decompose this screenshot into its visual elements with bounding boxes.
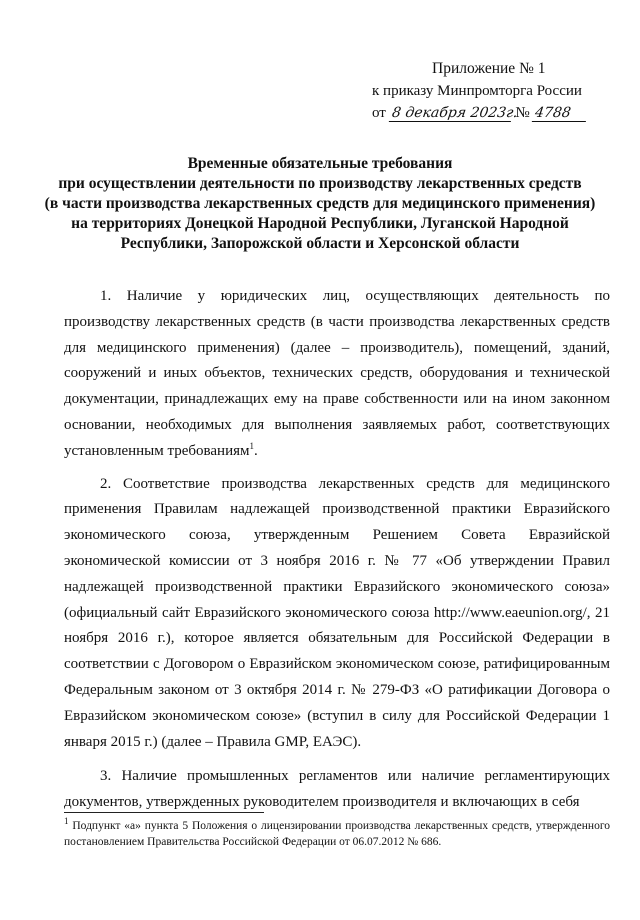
from-label: от — [372, 105, 386, 121]
title-line: Республики, Запорожской области и Херсонской области — [120, 235, 520, 252]
footnote — [64, 818, 610, 850]
paragraph-2: 2. Соответствие производства лекарственных средств для медицинского применения Правилам надлежащей производственной практики Евразийского экономического союза, утвержденным Решением Совета Евразийской экономической комиссии от 3 ноября 2016 г. № 77 «Об утверждении Правил надлежащей производственной практики Евразийского экономического союза» (официальный сайт Евразийского экономического союза http://www.eaeunion.org/, 21 ноября 2016 г.), которое является обязательным для Российской Федерации в соответствии с Договором о Евразийском экономическом союзе, ратифицированным Федеральным законом от 3 октября 2014 г. № 279-ФЗ «О ратификации Договора о Евразийском экономическом союзе» (вступил в силу для Российской Федерации 1 января 2015 г.) (далее – Правила GMP, ЕАЭС). — [64, 475, 610, 750]
paragraph-1-text: 1. Наличие у юридических лиц, осуществляющих деятельность по производству лекарственных средств (в части производства лекарственных средств для медицинского применения) (далее – производитель), помещений, зданий, сооружений и иных объектов, технических средств, оборудования и технической документации, принадлежащих ему на праве собственности или на ином законном основании, необходимых для выполнения заявляемых работ, соответствующих установленным требованиям — [64, 288, 610, 459]
title-line: при осуществлении деятельности по производству лекарственных средств — [58, 175, 582, 192]
footnote-reference: 1 — [249, 440, 255, 451]
appendix-title: Приложение № 1 — [432, 60, 546, 77]
number-label: № — [515, 105, 530, 121]
footnote-divider — [64, 812, 264, 813]
title-line: Временные обязательные требования — [187, 155, 453, 172]
footnote-mark: 1 — [64, 816, 69, 827]
title-line: на территориях Донецкой Народной Республики, Луганской Народной — [71, 215, 569, 232]
footnote-text: Подпункт «а» пункта 5 Положения о лицензировании производства лекарственных средств, утвержденного постановлением Правительства Российской Федерации от 06.07.2012 № 686. — [64, 820, 610, 848]
paragraph-3: 3. Наличие промышленных регламентов или наличие регламентирующих документов, утвержденных руководителем производителя и включающих в себя — [64, 768, 610, 811]
document-title — [40, 154, 600, 254]
appendix-order-line: к приказу Минпромторга России — [372, 83, 582, 99]
appendix-date-line — [372, 102, 622, 124]
appendix-header — [372, 58, 622, 124]
document-body — [64, 284, 610, 816]
title-line: (в части производства лекарственных средств для медицинского применения) — [44, 195, 596, 212]
paragraph-1: 1. Наличие у юридических лиц, осуществляющих деятельность по производству лекарственных средств (в части производства лекарственных средств для медицинского применения) (далее – производитель), помещений, зданий, сооружений и иных объектов, технических средств, оборудования и технической документации, принадлежащих ему на праве собственности или на ином законном основании, необходимых для выполнения заявляемых работ, соответствующих установленным требованиям$^1$. — [64, 288, 610, 459]
handwritten-number: 4788 — [532, 105, 588, 122]
handwritten-date: 8 декабря 2023г. — [388, 105, 512, 122]
